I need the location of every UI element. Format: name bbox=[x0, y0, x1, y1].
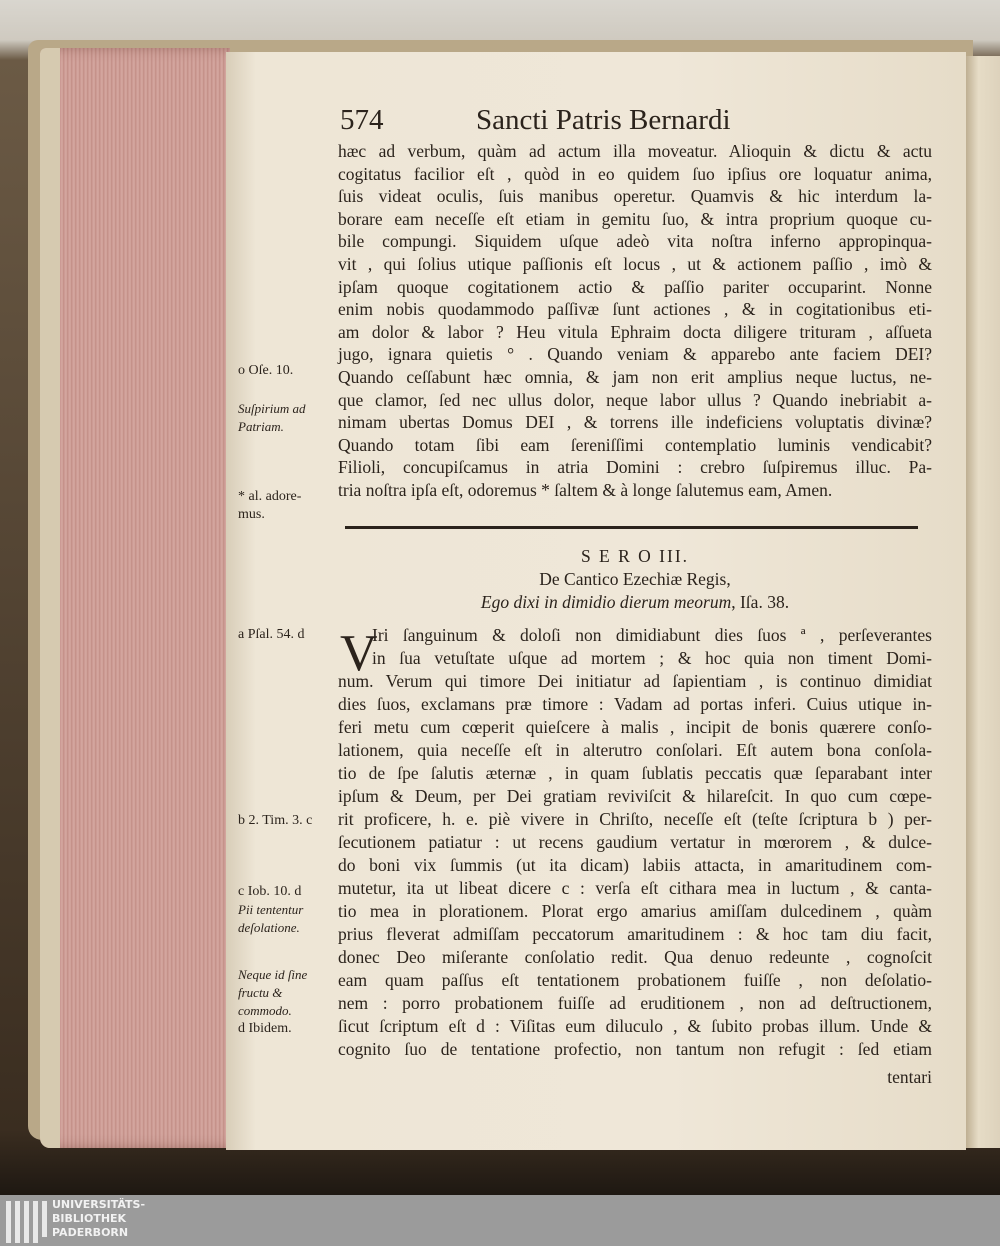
text-line: mutetur, ita ut libeat dicere c : verſa eſt cithara mea in luctum , & canta- bbox=[338, 878, 932, 898]
text-line: tio de ſpe ſalutis æternæ , in quam ſublatis peccatis quæ ſeparabant inter bbox=[338, 763, 932, 783]
margin-note: deſolatione. bbox=[238, 920, 300, 935]
text-line: Filioli, concupiſcamus in atria Domini : crebro ſuſpiremus illuc. Pa- bbox=[338, 457, 932, 478]
text-line: prius fleverat admiſſam peccatorum amaritudinem : & hoc tam diu facit, bbox=[338, 924, 932, 944]
margin-note: c Iob. 10. d bbox=[238, 884, 302, 899]
text-line: bile compungi. Siquidem uſque adeò vita noſtra inferno appropinqua- bbox=[338, 231, 932, 252]
logo-line-1: UNIVERSITÄTS- bbox=[52, 1198, 146, 1211]
text-line: num. Verum qui timore Dei initiatur ad ſapientiam , is continuo dimidiat bbox=[338, 671, 932, 691]
text-line: borare eam neceſſe eſt etiam in gemitu ſuo, & intra proprium quoque cu- bbox=[338, 208, 932, 229]
margin-note: a Pſal. 54. d bbox=[238, 627, 305, 642]
text-line: eam quam paſſus eſt tentationem probationem fuiſſe , non deſolatio- bbox=[338, 970, 932, 990]
text-line: feri metu cum cœperit quieſcere à malis , incipit de bonis quærere conſo- bbox=[338, 717, 932, 737]
text-line: dies ſuos, exclamans præ timore : Vadam ad portas inferi. Cuius utique in- bbox=[338, 694, 932, 714]
text-line: ſicut ſcriptum eſt d : Viſitas eum diluculo , & ſubito probas illum. Unde & bbox=[338, 1016, 932, 1036]
text-line: Quando totam ſibi eam ſereniſſimi contemplatio luminis vendicabit? bbox=[338, 434, 932, 455]
footer-bar bbox=[0, 1195, 1000, 1246]
text-line: enim nobis quodammodo paſſivæ ſunt actiones , & in cogitationibus eti- bbox=[338, 299, 932, 320]
text-line: am dolor & labor ? Heu vitula Ephraim docta diligere trituram , aſſueta bbox=[338, 321, 932, 342]
drop-cap: V bbox=[340, 625, 378, 682]
margin-note: d Ibidem. bbox=[238, 1021, 292, 1036]
margin-note: b 2. Tim. 3. c bbox=[238, 813, 313, 828]
sermon-heading: S E R O III. bbox=[580, 546, 690, 566]
text-line: jugo, ignara quietis ° . Quando veniam & apparebo ante faciem DEI? bbox=[338, 344, 932, 365]
sermon-subtitle bbox=[338, 592, 932, 613]
text-line: ſecutionem patiatur : ut recens gaudium vertatur in mœrorem , & dulce- bbox=[338, 832, 932, 852]
library-logo-icon bbox=[6, 1201, 46, 1243]
margin-note: * al. adore- bbox=[238, 489, 302, 504]
text-line: ipſum & Deum, per Dei gratiam reviviſcit & hilareſcit. In quo cum cœpe- bbox=[338, 786, 932, 806]
text-line: lationem, quia neceſſe eſt in alterutro conſolari. Eſt autem bona conſola- bbox=[338, 740, 932, 760]
text-line: Quando ceſſabunt hæc omnia, & jam non erit amplius neque luctus, ne- bbox=[338, 367, 932, 387]
page-fore-edge bbox=[40, 48, 230, 1148]
catchword: tentari bbox=[887, 1067, 932, 1087]
text-line: nimam ubertas Domus DEI , & torrens ille indeficiens voluptatis divinæ? bbox=[338, 412, 932, 433]
facing-page-edge bbox=[964, 56, 1000, 1148]
text-line: vit , qui ſolius utique paſſionis eſt locus , ut & actionem paſſio , imò & bbox=[338, 254, 932, 274]
margin-note: o Oſe. 10. bbox=[238, 363, 294, 378]
logo-line-2: BIBLIOTHEK bbox=[52, 1212, 127, 1225]
text-line: cogitatus facilior eſt , quòd in eo quidem ſuo ipſius ore loquatur anima, bbox=[338, 163, 932, 184]
text-line: ipſam quoque cogitationem actio & paſſio pariter occuparint. Nonne bbox=[338, 276, 932, 297]
cover-edge bbox=[40, 48, 60, 1148]
text-line: in ſua vetuſtate uſque ad mortem ; & hoc quia non timent Domi- bbox=[372, 648, 932, 668]
text-line: Iri ſanguinum & doloſi non dimidiabunt dies ſuos ª , perſeverantes bbox=[372, 625, 932, 645]
text-line: donec Deo miſerante conſolatio redit. Qua denuo redeunte , cognoſcit bbox=[338, 947, 932, 967]
running-title: Sancti Patris Bernardi bbox=[476, 104, 731, 136]
section-divider bbox=[345, 526, 918, 529]
sermon-subtitle-italic: Ego dixi in dimidio dierum meorum bbox=[480, 592, 732, 612]
text-line: que clamor, ſed nec ullus dolor, neque labor ullus ? Quando inebriabit a- bbox=[338, 389, 932, 410]
margin-note: Suſpirium ad bbox=[238, 401, 306, 416]
text-line: do boni vix ſummis (ut ita dicam) labiis attacta, in amaritudinem com- bbox=[338, 855, 932, 875]
margin-note: mus. bbox=[238, 507, 265, 522]
sermon-subtitle-ref: , Iſa. 38. bbox=[731, 592, 790, 612]
margin-note: commodo. bbox=[238, 1003, 292, 1018]
text-line: rit proficere, h. e. piè vivere in Chriſto, neceſſe eſt (teſte ſcriptura b ) per- bbox=[338, 809, 932, 829]
margin-note: Pii tententur bbox=[238, 902, 304, 917]
margin-note: Patriam. bbox=[238, 419, 284, 434]
text-line: nem : porro probationem fuiſſe ad eruditionem , non ad deſtructionem, bbox=[338, 993, 932, 1013]
logo-line-3: PADERBORN bbox=[52, 1226, 129, 1239]
library-logo-text bbox=[52, 1198, 145, 1240]
text-line: tria noſtra ipſa eſt, odoremus * ſaltem & à longe ſalutemus eam, Amen. bbox=[338, 480, 833, 500]
page-number: 574 bbox=[340, 104, 384, 136]
text-line: ſuis videat oculis, ſuis manibus operetur. Quamvis & hic interdum la- bbox=[338, 186, 932, 207]
text-line: hæc ad verbum, quàm ad actum illa moveatur. Alioquin & dictu & actu bbox=[338, 141, 932, 161]
margin-note: fructu & bbox=[238, 985, 283, 1000]
sermon-title: De Cantico Ezechiæ Regis, bbox=[539, 569, 731, 589]
text-line: tio mea in plorationem. Plorat ergo amarius amiſſam dulcedinem , quàm bbox=[338, 901, 932, 921]
margin-note: Neque id ſine bbox=[238, 967, 308, 982]
text-line: cognito ſuo de tentatione profectio, non tantum non refugit : ſed etiam bbox=[338, 1039, 932, 1059]
